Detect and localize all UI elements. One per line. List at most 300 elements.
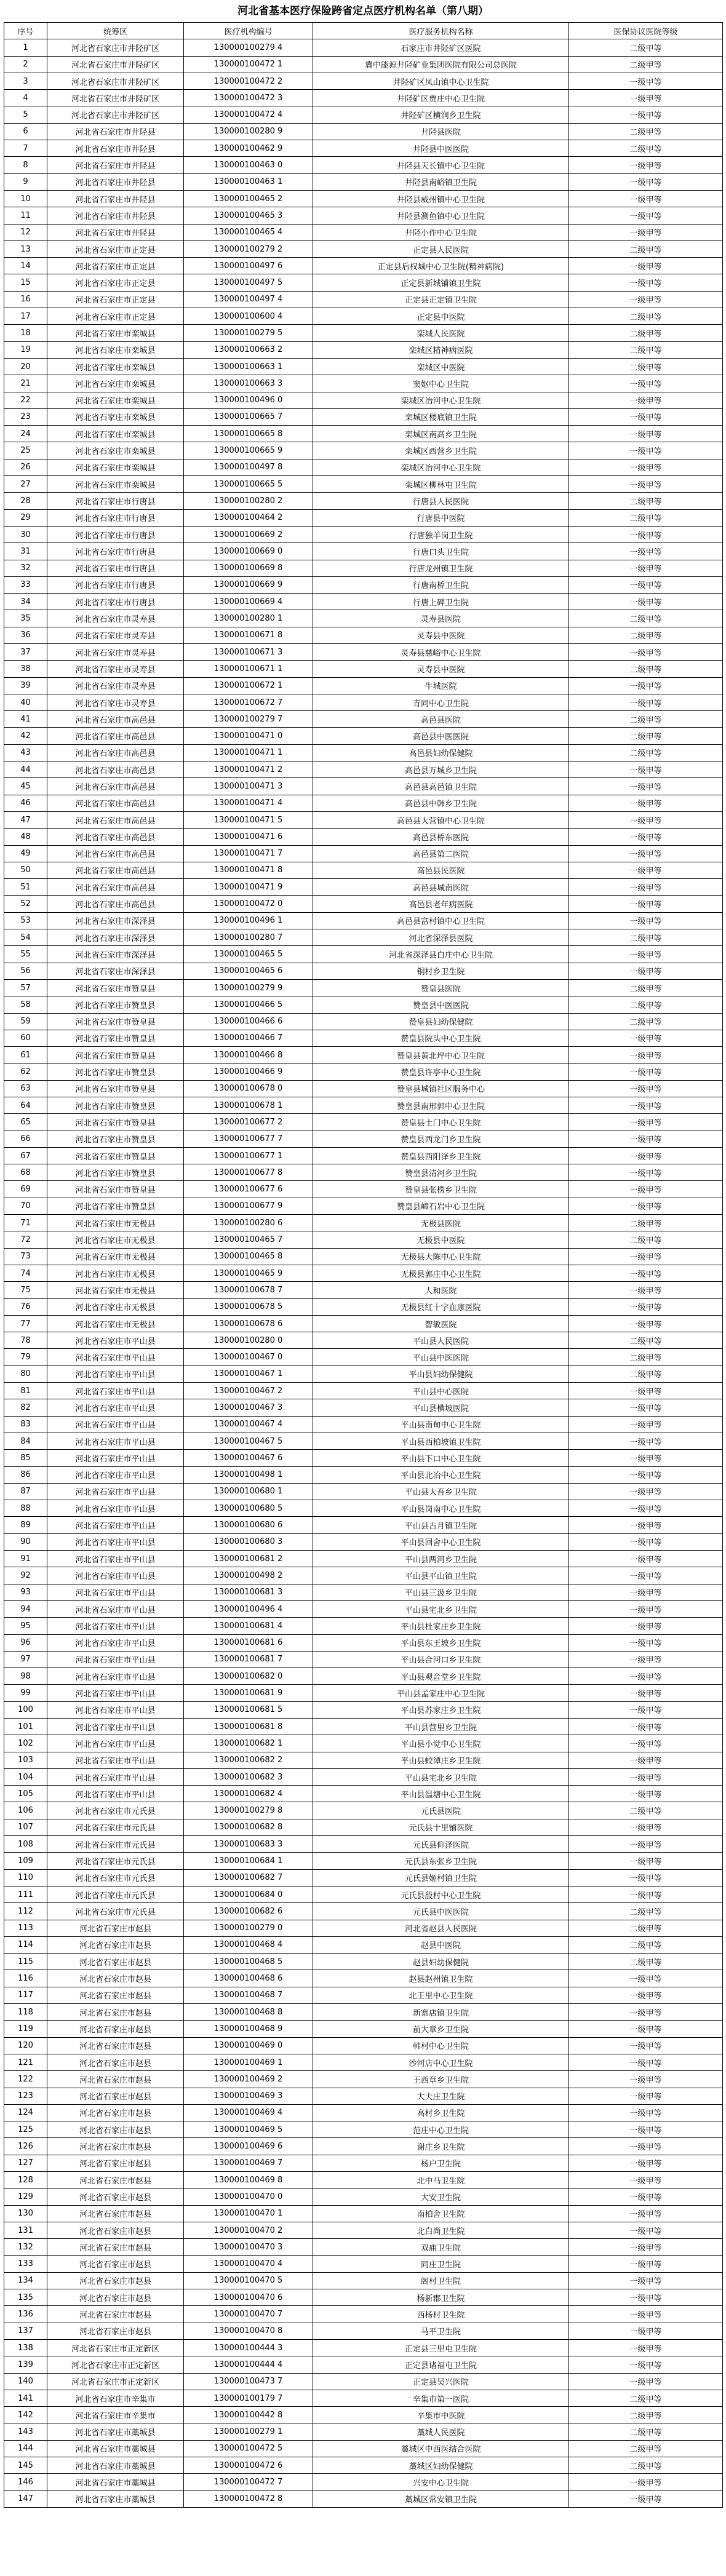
cell-name: 赞皇县城镇社区服务中心: [313, 1080, 569, 1097]
cell-serial: 40: [4, 694, 47, 710]
cell-code: 130000100280 0: [184, 1332, 313, 1349]
cell-name: 赞皇县医院: [313, 979, 569, 996]
cell-serial: 59: [4, 1013, 47, 1030]
cell-serial: 96: [4, 1634, 47, 1651]
cell-name: 杨新郡卫生院: [313, 2289, 569, 2306]
cell-name: 河北省深泽县白庄中心卫生院: [313, 946, 569, 963]
cell-region: 河北省石家庄市正定县: [47, 258, 184, 274]
cell-serial: 122: [4, 2071, 47, 2088]
cell-code: 130000100280 2: [184, 493, 313, 509]
cell-serial: 33: [4, 576, 47, 593]
cell-level: 一级甲等: [569, 476, 723, 493]
cell-region: 河北省石家庄市栾城县: [47, 459, 184, 475]
cell-region: 河北省石家庄市井陉矿区: [47, 73, 184, 89]
cell-level: 二级甲等: [569, 929, 723, 946]
table-row: [4, 1030, 723, 1046]
table-row: [4, 2440, 723, 2457]
cell-region: 河北省石家庄市赵县: [47, 2037, 184, 2054]
cell-serial: 92: [4, 1567, 47, 1584]
cell-region: 河北省石家庄市深泽县: [47, 929, 184, 946]
cell-serial: 67: [4, 1147, 47, 1164]
cell-name: 平山县温塘中心卫生院: [313, 1786, 569, 1802]
cell-code: 130000100471 1: [184, 744, 313, 761]
cell-name: 灵寿县医院: [313, 610, 569, 627]
cell-level: 一级甲等: [569, 1517, 723, 1533]
cell-name: 平山县人民医院: [313, 1332, 569, 1349]
cell-name: 平山县三汲乡卫生院: [313, 1584, 569, 1600]
table-row: [4, 576, 723, 593]
table-row: [4, 2104, 723, 2121]
cell-serial: 16: [4, 291, 47, 308]
table-row: [4, 1450, 723, 1466]
cell-code: 130000100665 7: [184, 408, 313, 425]
cell-level: 一级甲等: [569, 694, 723, 710]
cell-region: 河北省石家庄市赵县: [47, 2239, 184, 2256]
cell-serial: 54: [4, 929, 47, 946]
cell-serial: 73: [4, 1248, 47, 1265]
cell-name: 平山县宅北乡卫生院: [313, 1600, 569, 1617]
cell-name: 灵寿县中医院: [313, 627, 569, 643]
cell-level: 一级甲等: [569, 1853, 723, 1869]
cell-serial: 32: [4, 560, 47, 576]
cell-region: 河北省石家庄市灵寿县: [47, 610, 184, 627]
cell-code: 130000100472 2: [184, 73, 313, 89]
cell-level: 一级甲等: [569, 2239, 723, 2256]
cell-region: 河北省石家庄市平山县: [47, 1584, 184, 1600]
cell-code: 130000100465 9: [184, 1265, 313, 1281]
cell-level: 二级甲等: [569, 140, 723, 157]
cell-name: 平山县宅北乡卫生院: [313, 1768, 569, 1785]
cell-name: 范庄中心卫生院: [313, 2121, 569, 2138]
cell-code: 130000100466 9: [184, 1063, 313, 1080]
cell-name: 无极县中医院: [313, 1231, 569, 1248]
cell-serial: 132: [4, 2239, 47, 2256]
cell-region: 河北省石家庄市高邑县: [47, 811, 184, 828]
cell-name: 正定县中医院: [313, 308, 569, 325]
cell-name: 大安卫生院: [313, 2188, 569, 2205]
cell-region: 河北省石家庄市平山县: [47, 1551, 184, 1567]
cell-level: 一级甲等: [569, 173, 723, 190]
cell-name: 正定县诸福屯卫生院: [313, 2356, 569, 2373]
cell-serial: 19: [4, 341, 47, 358]
cell-level: 一级甲等: [569, 761, 723, 778]
table-row: [4, 795, 723, 811]
cell-name: 赞皇县中医医院: [313, 996, 569, 1013]
table-row: [4, 728, 723, 744]
cell-name: 栾城区西营乡卫生院: [313, 442, 569, 459]
cell-region: 河北省石家庄市赵县: [47, 2172, 184, 2188]
cell-level: 一级甲等: [569, 408, 723, 425]
cell-name: 元氏县医院: [313, 1802, 569, 1819]
cell-region: 河北省石家庄市行唐县: [47, 509, 184, 526]
cell-name: 高邑县中韩乡卫生院: [313, 795, 569, 811]
cell-serial: 129: [4, 2188, 47, 2205]
table-row: [4, 358, 723, 375]
cell-region: 河北省石家庄市灵寿县: [47, 694, 184, 710]
cell-serial: 53: [4, 912, 47, 929]
cell-serial: 45: [4, 778, 47, 795]
cell-level: 一级甲等: [569, 1483, 723, 1500]
cell-name: 平山县合河口乡卫生院: [313, 1651, 569, 1668]
cell-region: 河北省石家庄市赵县: [47, 2205, 184, 2222]
table-row: [4, 1466, 723, 1483]
cell-name: 行唐南桥卫生院: [313, 576, 569, 593]
cell-serial: 77: [4, 1315, 47, 1332]
cell-region: 河北省石家庄市无极县: [47, 1215, 184, 1231]
table-row: [4, 711, 723, 728]
cell-name: 高邑县老年病医院: [313, 896, 569, 912]
cell-serial: 27: [4, 476, 47, 493]
cell-code: 130000100465 8: [184, 1248, 313, 1265]
cell-name: 人和医院: [313, 1282, 569, 1298]
cell-level: 一级甲等: [569, 1063, 723, 1080]
cell-name: 前大章乡卫生院: [313, 2021, 569, 2037]
cell-serial: 13: [4, 241, 47, 257]
table-row: [4, 1181, 723, 1198]
cell-serial: 137: [4, 2323, 47, 2339]
cell-code: 130000100471 9: [184, 879, 313, 896]
document-title: 河北省基本医疗保险跨省定点医疗机构名单（第八期）: [237, 5, 489, 17]
cell-level: 二级甲等: [569, 56, 723, 73]
cell-region: 河北省石家庄市平山县: [47, 1483, 184, 1500]
cell-serial: 35: [4, 610, 47, 627]
cell-region: 河北省石家庄市赵县: [47, 2272, 184, 2289]
cell-region: 河北省石家庄市栾城县: [47, 375, 184, 392]
cell-name: 行唐独羊岗卫生院: [313, 526, 569, 543]
table-row: [4, 493, 723, 509]
cell-name: 河北省深泽县医院: [313, 929, 569, 946]
cell-level: 二级甲等: [569, 1903, 723, 1920]
cell-region: 河北省石家庄市栾城县: [47, 358, 184, 375]
table-row: [4, 258, 723, 274]
cell-level: 一级甲等: [569, 274, 723, 291]
cell-code: 130000100682 7: [184, 1869, 313, 1886]
cell-name: 井陉县测鱼镇中心卫生院: [313, 207, 569, 224]
cell-serial: 90: [4, 1533, 47, 1550]
cell-level: 一级甲等: [569, 1399, 723, 1416]
cell-serial: 52: [4, 896, 47, 912]
cell-serial: 143: [4, 2423, 47, 2440]
cell-serial: 28: [4, 493, 47, 509]
cell-serial: 60: [4, 1030, 47, 1046]
cell-name: 辛集市中医院: [313, 2407, 569, 2423]
cell-serial: 23: [4, 408, 47, 425]
cell-region: 河北省石家庄市高邑县: [47, 761, 184, 778]
table-row: [4, 2155, 723, 2171]
cell-code: 130000100468 9: [184, 2021, 313, 2037]
cell-code: 130000100470 6: [184, 2289, 313, 2306]
cell-level: 一级甲等: [569, 1987, 723, 2003]
cell-serial: 95: [4, 1618, 47, 1634]
cell-name: 大夫庄卫生院: [313, 2088, 569, 2104]
cell-serial: 138: [4, 2339, 47, 2356]
table-row: [4, 979, 723, 996]
table-row: [4, 173, 723, 190]
cell-name: 无极县医院: [313, 1215, 569, 1231]
cell-serial: 131: [4, 2222, 47, 2238]
cell-name: 阁村卫生院: [313, 2272, 569, 2289]
cell-serial: 70: [4, 1198, 47, 1214]
cell-level: 二级甲等: [569, 2457, 723, 2474]
cell-serial: 113: [4, 1920, 47, 1936]
cell-name: 行唐县中医院: [313, 509, 569, 526]
cell-code: 130000100683 3: [184, 1836, 313, 1853]
cell-serial: 30: [4, 526, 47, 543]
cell-name: 窦妪中心卫生院: [313, 375, 569, 392]
cell-level: 一级甲等: [569, 1265, 723, 1281]
table-row: [4, 2323, 723, 2339]
cell-level: 一级甲等: [569, 459, 723, 475]
table-row: [4, 241, 723, 257]
cell-serial: 39: [4, 677, 47, 694]
cell-level: 一级甲等: [569, 2037, 723, 2054]
table-row: [4, 811, 723, 828]
cell-code: 130000100677 6: [184, 1181, 313, 1198]
cell-code: 130000100469 3: [184, 2088, 313, 2104]
table-row: [4, 1349, 723, 1366]
table-row: [4, 1819, 723, 1835]
cell-region: 河北省石家庄市元氏县: [47, 1853, 184, 1869]
cell-code: 130000100466 5: [184, 996, 313, 1013]
cell-code: 130000100678 0: [184, 1080, 313, 1097]
cell-code: 130000100681 8: [184, 1718, 313, 1735]
cell-name: 平山县古月镇卫生院: [313, 1517, 569, 1533]
cell-name: 高邑县大营镇中心卫生院: [313, 811, 569, 828]
cell-name: 高邑县妇幼保健院: [313, 744, 569, 761]
cell-code: 130000100678 6: [184, 1315, 313, 1332]
cell-region: 河北省石家庄市元氏县: [47, 1869, 184, 1886]
cell-code: 130000100665 5: [184, 476, 313, 493]
cell-code: 130000100471 3: [184, 778, 313, 795]
cell-level: 一级甲等: [569, 2021, 723, 2037]
cell-name: 赞皇县妇幼保健院: [313, 1013, 569, 1030]
cell-level: 一级甲等: [569, 2155, 723, 2171]
cell-region: 河北省石家庄市栾城县: [47, 392, 184, 408]
cell-region: 河北省石家庄市赵县: [47, 2138, 184, 2155]
cell-code: 130000100462 9: [184, 140, 313, 157]
cell-code: 130000100678 5: [184, 1298, 313, 1315]
cell-region: 河北省石家庄市元氏县: [47, 1886, 184, 1902]
table-row: [4, 1047, 723, 1063]
cell-region: 河北省石家庄市平山县: [47, 1332, 184, 1349]
cell-name: 正定县正定镇卫生院: [313, 291, 569, 308]
table-row: [4, 912, 723, 929]
cell-region: 河北省石家庄市赞皇县: [47, 1181, 184, 1198]
cell-code: 130000100496 4: [184, 1600, 313, 1617]
table-row: [4, 1315, 723, 1332]
cell-name: 平山县苏家庄乡卫生院: [313, 1701, 569, 1718]
cell-name: 平山县横坡医院: [313, 1399, 569, 1416]
cell-region: 河北省石家庄市行唐县: [47, 594, 184, 610]
table-row: [4, 509, 723, 526]
cell-name: 平山县平山镇卫生院: [313, 1567, 569, 1584]
cell-serial: 61: [4, 1047, 47, 1063]
cell-code: 130000100471 4: [184, 795, 313, 811]
cell-serial: 56: [4, 963, 47, 979]
table-row: [4, 996, 723, 1013]
cell-serial: 8: [4, 157, 47, 173]
table-row: [4, 2239, 723, 2256]
cell-name: 北中马卫生院: [313, 2172, 569, 2188]
cell-code: 130000100472 5: [184, 2440, 313, 2457]
cell-serial: 26: [4, 459, 47, 475]
table-row: [4, 1768, 723, 1785]
cell-region: 河北省石家庄市赵县: [47, 1920, 184, 1936]
cell-serial: 65: [4, 1114, 47, 1131]
cell-region: 河北省石家庄市赞皇县: [47, 1047, 184, 1063]
cell-serial: 140: [4, 2373, 47, 2390]
cell-serial: 110: [4, 1869, 47, 1886]
cell-region: 河北省石家庄市平山县: [47, 1768, 184, 1785]
cell-code: 130000100280 9: [184, 123, 313, 140]
cell-region: 河北省石家庄市井陉矿区: [47, 56, 184, 73]
cell-code: 130000100280 1: [184, 610, 313, 627]
table-row: [4, 325, 723, 341]
table-row: [4, 2457, 723, 2474]
table-row: [4, 610, 723, 627]
cell-name: 西杨村卫生院: [313, 2306, 569, 2323]
table-row: [4, 543, 723, 560]
cell-level: 二级甲等: [569, 1231, 723, 1248]
cell-serial: 43: [4, 744, 47, 761]
cell-code: 130000100470 4: [184, 2256, 313, 2272]
table-row: [4, 1383, 723, 1399]
cell-name: 灵寿县慈峪中心卫生院: [313, 643, 569, 660]
cell-region: 河北省石家庄市井陉县: [47, 207, 184, 224]
cell-region: 河北省石家庄市高邑县: [47, 845, 184, 862]
cell-level: 一级甲等: [569, 778, 723, 795]
cell-name: 赞皇县西阳泽乡卫生院: [313, 1147, 569, 1164]
cell-code: 130000100470 8: [184, 2323, 313, 2339]
cell-serial: 14: [4, 258, 47, 274]
cell-region: 河北省石家庄市栾城县: [47, 408, 184, 425]
cell-serial: 128: [4, 2172, 47, 2188]
cell-level: 二级甲等: [569, 728, 723, 744]
cell-serial: 86: [4, 1466, 47, 1483]
cell-name: 平山县西柏坡镇卫生院: [313, 1433, 569, 1449]
table-row: [4, 157, 723, 173]
cell-serial: 130: [4, 2205, 47, 2222]
cell-code: 130000100682 4: [184, 1786, 313, 1802]
table-row: [4, 946, 723, 963]
cell-region: 河北省石家庄市赞皇县: [47, 1030, 184, 1046]
cell-serial: 5: [4, 106, 47, 123]
table-row: [4, 392, 723, 408]
table-row: [4, 2390, 723, 2406]
cell-serial: 82: [4, 1399, 47, 1416]
cell-serial: 142: [4, 2407, 47, 2423]
table-row: [4, 1954, 723, 1970]
cell-region: 河北省石家庄市元氏县: [47, 1836, 184, 1853]
cell-level: 一级甲等: [569, 1752, 723, 1768]
cell-region: 河北省石家庄市行唐县: [47, 543, 184, 560]
cell-region: 河北省石家庄市藁城县: [47, 2457, 184, 2474]
table-row: [4, 2088, 723, 2104]
cell-name: 井陉县威州镇中心卫生院: [313, 190, 569, 207]
table-row: [4, 1265, 723, 1281]
cell-level: 一级甲等: [569, 1634, 723, 1651]
cell-serial: 18: [4, 325, 47, 341]
cell-serial: 3: [4, 73, 47, 89]
cell-code: 130000100463 1: [184, 173, 313, 190]
cell-region: 河北省石家庄市深泽县: [47, 946, 184, 963]
cell-name: 牛城医院: [313, 677, 569, 694]
cell-code: 130000100444 4: [184, 2356, 313, 2373]
cell-serial: 74: [4, 1265, 47, 1281]
cell-level: 一级甲等: [569, 845, 723, 862]
table-row: [4, 375, 723, 392]
cell-region: 河北省石家庄市高邑县: [47, 896, 184, 912]
cell-name: 平山县杜家庄乡卫生院: [313, 1618, 569, 1634]
cell-code: 130000100470 3: [184, 2239, 313, 2256]
cell-name: 藁城人民医院: [313, 2423, 569, 2440]
cell-code: 130000100498 2: [184, 1567, 313, 1584]
cell-region: 河北省石家庄市井陉矿区: [47, 90, 184, 106]
table-row: [4, 744, 723, 761]
cell-code: 130000100467 2: [184, 1383, 313, 1399]
cell-code: 130000100681 4: [184, 1618, 313, 1634]
cell-region: 河北省石家庄市平山县: [47, 1567, 184, 1584]
cell-level: 一级甲等: [569, 896, 723, 912]
cell-code: 130000100471 5: [184, 811, 313, 828]
cell-serial: 38: [4, 661, 47, 677]
cell-level: 一级甲等: [569, 811, 723, 828]
cell-serial: 72: [4, 1231, 47, 1248]
cell-code: 130000100498 1: [184, 1466, 313, 1483]
cell-region: 河北省石家庄市深泽县: [47, 912, 184, 929]
cell-level: 一级甲等: [569, 258, 723, 274]
cell-code: 130000100279 5: [184, 325, 313, 341]
cell-level: 一级甲等: [569, 1080, 723, 1097]
cell-level: 一级甲等: [569, 375, 723, 392]
table-row: [4, 2054, 723, 2070]
table-row: [4, 224, 723, 241]
cell-level: 一级甲等: [569, 2272, 723, 2289]
cell-name: 平山县中心医院: [313, 1383, 569, 1399]
cell-level: 一级甲等: [569, 1416, 723, 1433]
cell-region: 河北省石家庄市辛集市: [47, 2390, 184, 2406]
cell-name: 北王里中心卫生院: [313, 1987, 569, 2003]
cell-region: 河北省石家庄市正定新区: [47, 2373, 184, 2390]
cell-serial: 69: [4, 1181, 47, 1198]
cell-code: 130000100669 4: [184, 594, 313, 610]
cell-code: 130000100677 1: [184, 1147, 313, 1164]
cell-region: 河北省石家庄市平山县: [47, 1701, 184, 1718]
cell-code: 130000100672 1: [184, 677, 313, 694]
cell-level: 一级甲等: [569, 1181, 723, 1198]
table-row: [4, 2138, 723, 2155]
table-row: [4, 308, 723, 325]
cell-name: 赞皇县土门中心卫生院: [313, 1114, 569, 1131]
cell-code: 130000100663 1: [184, 358, 313, 375]
cell-region: 河北省石家庄市赵县: [47, 1987, 184, 2003]
cell-region: 河北省石家庄市赵县: [47, 2071, 184, 2088]
table-row: [4, 1718, 723, 1735]
cell-level: 二级甲等: [569, 341, 723, 358]
cell-code: 130000100467 1: [184, 1366, 313, 1382]
cell-level: 一级甲等: [569, 912, 723, 929]
cell-serial: 48: [4, 829, 47, 845]
cell-name: 高邑县民医院: [313, 862, 569, 878]
cell-serial: 79: [4, 1349, 47, 1366]
cell-region: 河北省石家庄市高邑县: [47, 829, 184, 845]
cell-serial: 12: [4, 224, 47, 241]
table-row: [4, 2272, 723, 2289]
cell-level: 一级甲等: [569, 2071, 723, 2088]
cell-serial: 87: [4, 1483, 47, 1500]
table-row: [4, 1080, 723, 1097]
table-row: [4, 2172, 723, 2188]
